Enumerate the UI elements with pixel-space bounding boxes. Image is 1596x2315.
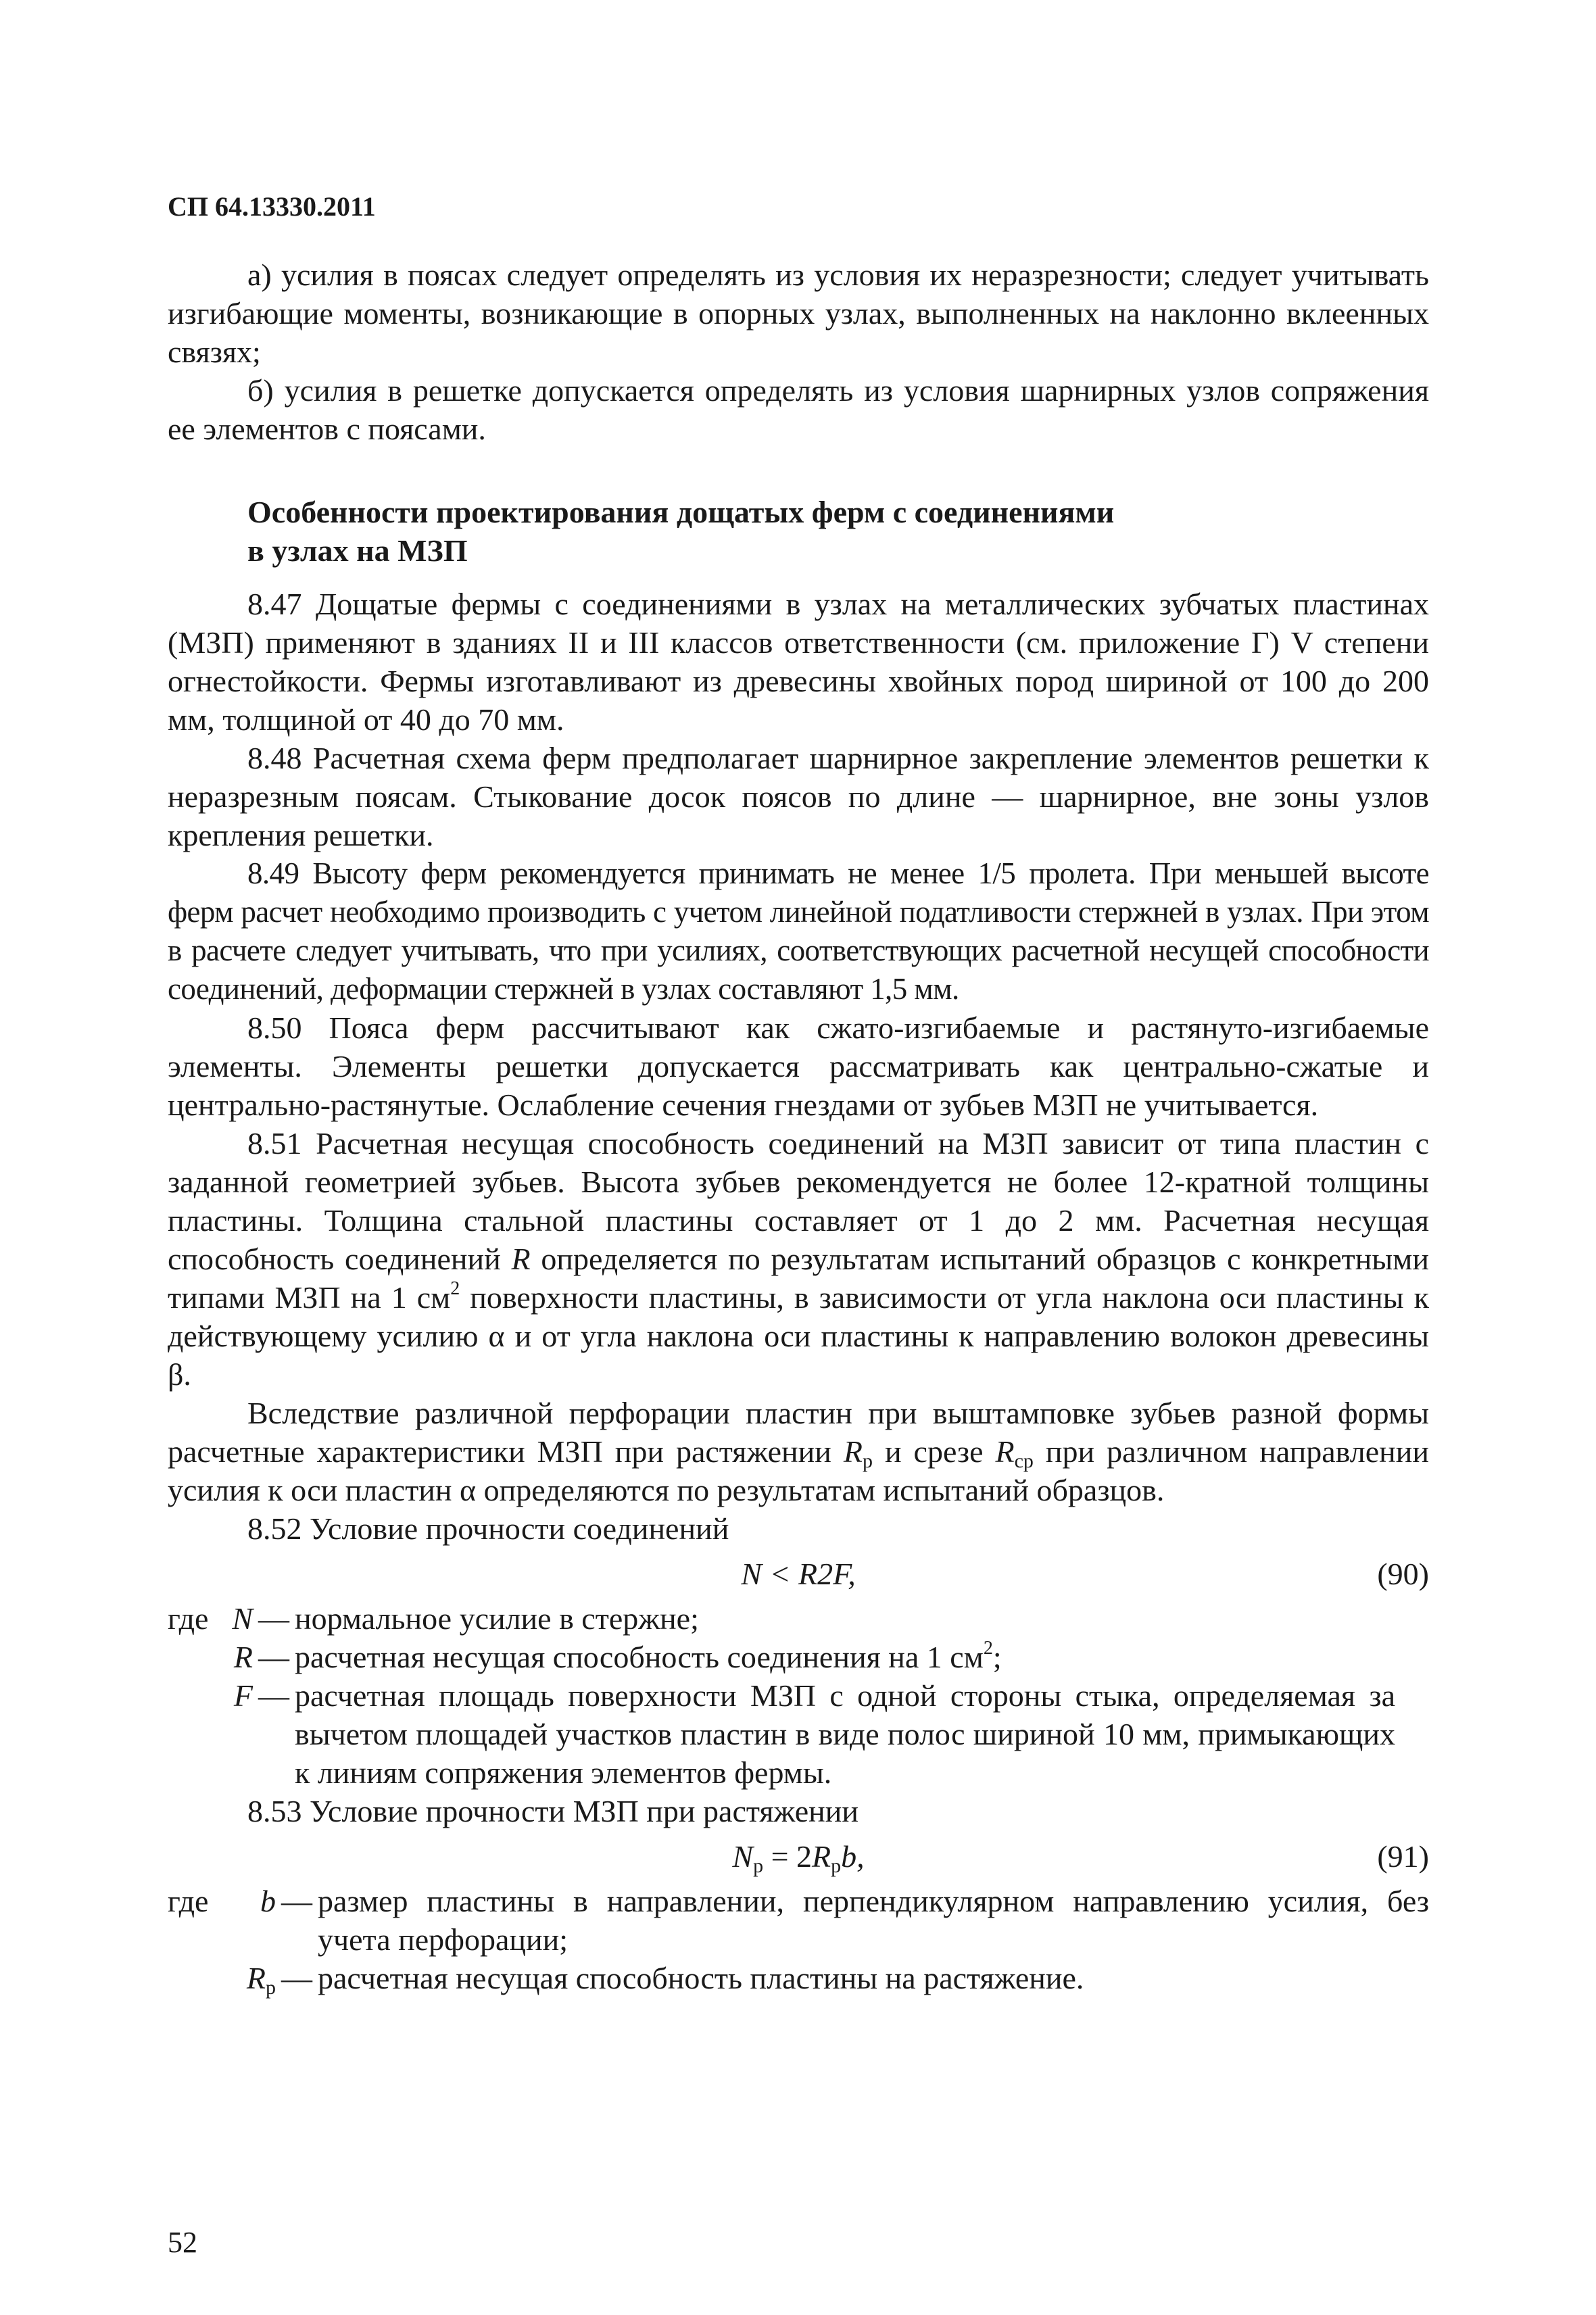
formula-91-number: (91) [1377, 1839, 1429, 1874]
page-number: 52 [168, 2226, 197, 2259]
definitions-90 [168, 1599, 1429, 1792]
document-code: СП 64.13330.2011 [168, 191, 376, 222]
definitions-91 [168, 1882, 1429, 1997]
clause-8-53: 8.53 Условие прочности МЗП при растяжении [247, 1794, 859, 1828]
section-title-line1: Особенности проектирования дощатых ферм с соединениями [247, 495, 1115, 529]
formula-90-number: (90) [1377, 1557, 1429, 1591]
clause-8-51: 8.51 Расчетная несущая способность соединений на МЗП зависит от типа пластин с заданной геометрией зубьев. Высота зубьев рекомендуется не более 12-кратной толщины пластины. Толщина стальной пластины составляет от 1 до 2 мм. Расчетная несущая способность соединений R определяется по результатам испытаний образцов с конкретными типами МЗП на 1 $см^2$ поверхности пластины, в зависимости от угла наклона оси пластины к действующему усилию α и от угла наклона оси пластины к направлению волокон древесины β. [168, 1126, 1430, 1392]
section-title-line2: в узлах на МЗП [247, 533, 468, 568]
formula-90-expression: N < R2F, [741, 1557, 856, 1591]
definition-b: где b — размер пластины в направлении, перпендикулярном направлению усилия, без учета перфорации; [168, 1884, 1429, 1957]
clause-8-48: 8.48 Расчетная схема ферм предполагает шарнирное закрепление элементов решетки к неразрезным поясам. Стыкование досок поясов по длине — шарнирное, вне зоны узлов крепления решетки. [168, 741, 1429, 852]
paragraph-item-a: а) усилия в поясах следует определять из условия их неразрезности; следует учитывать изгибающие моменты, возникающие в опорных узлах, выполненных на наклонно вклеенных связях; [168, 258, 1429, 369]
clause-8-47: 8.47 Дощатые фермы с соединениями в узлах на металлических зубчатых пластинах (МЗП) применяют в зданиях II и III классов ответственности (см. приложение Г) V степени огнестойкости. Фермы изготавливают из древесины хвойных пород шириной от 100 до 200 мм, толщиной от 40 до 70 мм. [168, 587, 1429, 737]
clause-8-49: 8.49 Высоту ферм рекомендуется принимать не менее 1/5 пролета. При меньшей высоте ферм расчет необходимо производить с учетом линейной податливости стержней в узлах. При этом в расчете следует учитывать, что при усилиях, соответствующих расчетной несущей способности соединений, деформации стержней в узлах составляют 1,5 мм. [168, 856, 1429, 1006]
clause-8-50: 8.50 Пояса ферм рассчитывают как сжато-изгибаемые и растянуто-изгибаемые элементы. Элементы решетки допускается рассматривать как центрально-сжатые и центрально-растянутые. Ослабление сечения гнездами от зубьев МЗП не учитывается. [168, 1010, 1429, 1122]
page-body [168, 255, 1429, 1997]
paragraph-item-b: б) усилия в решетке допускается определять из условия шарнирных узлов сопряжения ее элементов с поясами. [168, 373, 1429, 446]
definition-R: R — расчетная несущая способность соединения на 1 $см^2$; [233, 1638, 1002, 1674]
clause-8-52: 8.52 Условие прочности соединений [247, 1511, 729, 1546]
definition-F: F — расчетная площадь поверхности МЗП с одной стороны стыка, определяемая за вычетом площадей участков пластин в виде полос шириной 10 мм, примыкающих к линиям сопряжения элементов фермы. [233, 1678, 1395, 1790]
paragraph-perforation: Вследствие различной перфорации пластин при выштамповке зубьев разной формы расчетные характеристики МЗП при растяжении $R_р$ и срезе $R_{ср}$ при различном направлении усилия к оси пластин α определяются по результатам испытаний образцов. [168, 1396, 1429, 1507]
section-title [247, 493, 1429, 570]
formula-91-expression: $N_р = 2R_рb$, [732, 1839, 865, 1877]
formula-90 [168, 1548, 1429, 1599]
definition-Rp: $R_р$ — расчетная несущая способность пластины на растяжение. [246, 1961, 1084, 1999]
definition-N: где N — нормальное усилие в стержне; [168, 1601, 699, 1636]
formula-91 [168, 1830, 1429, 1882]
